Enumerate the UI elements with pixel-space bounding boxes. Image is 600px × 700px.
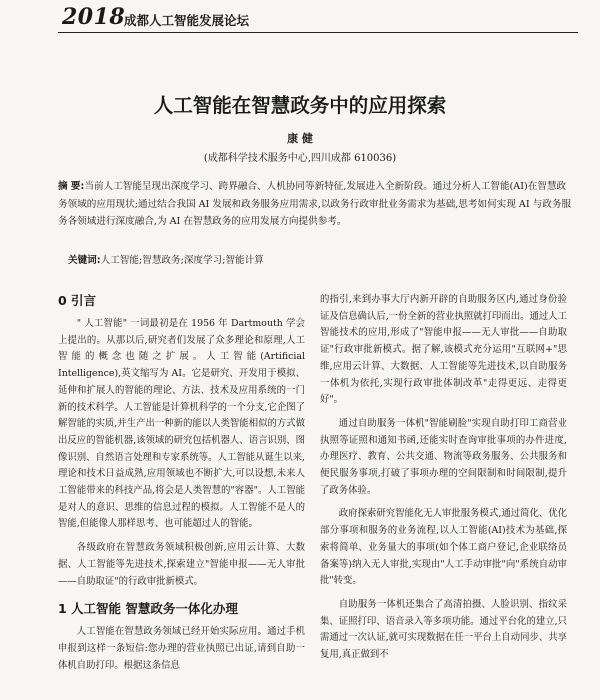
header-journal: 成都人工智能发展论坛 — [124, 13, 250, 28]
section-heading-1: 1 人工智能 智慧政务一体化办理 — [58, 601, 238, 617]
abstract — [58, 178, 574, 231]
right-paragraph-1: 的指引,来到办事大厅内新开辟的自助服务区内,通过身份验证及信息确认后,一份全新的营业执照就打印而出。通过人工智能技术的应用,形成了"智能申报——无人审批——自助取证"行政审批新模式。据了解,该模式充分运用"互联网+"思维,应用云计算、大数据、人工智能等先进技术,以自助服务一体机为依托,实现行政审批体制改革"走得更远、走得更好"。 — [320, 294, 567, 406]
intro-paragraph-1: " 人工智能" 一词最初是在 1956 年 Dartmouth 学会上提出的。从那以后,研究者们发展了众多理论和原理,人工智能的概念也随之扩展。人工智能(Artificial Intelligence),英文缩写为 AI。它是研究、开发用于模拟、延伸和扩展人的智能的理论、方法、技术及应用系统的一门新的技术科学。人工智能是计算机科学的一个分支,它企图了解智能的实质,并生产出一种新的能以人类智能相似的方式做出反应的智能机器,该领域的研究包括机器人、语言识别、图像识别、自然语言处理和专家系统等。人工智能从诞生以来,理论和技术日益成熟,应用领域也不断扩大,可以设想,未来人工智能带来的科技产品,将会是人类智慧的"容器"。人工智能是对人的意识、思维的信息过程的模拟。人工智能不是人的智能,但能像人那样思考、也可能超过人的智能。 — [58, 318, 305, 530]
keywords-text: 人工智能;智慧政务;深度学习;智能计算 — [100, 255, 264, 266]
author-affiliation: (成都科学技术服务中心,四川成都 610036) — [203, 153, 397, 164]
section1-paragraph-1: 人工智能在智慧政务领域已经开始实际应用。通过手机申报到这样一条短信:您办理的营业执照已出证,请到自助一体机自助打印。根据这条信息 — [58, 626, 305, 671]
right-paragraph-3: 政府探索研究智能化无人审批服务模式,通过简化、优化部分事项和服务的业务流程,以人工智能(AI)技术为基础,探索将简单、业务量大的事项(如个体工商户登记,企业联络员备案等)纳入无人审批,实现由"人工手动审批"向"系统自动审批"转变。 — [320, 508, 567, 587]
intro-paragraph-2: 各级政府在智慧政务领域积极创新,应用云计算、大数据、人工智能等先进技术,探索建立"智能申报——无人审批——自助取证"的行政审批新模式。 — [58, 542, 305, 587]
abstract-text: 当前人工智能呈现出深度学习、跨界融合、人机协同等新特征,发展进入全新阶段。通过分析人工智能(AI)在智慧政务领域的应用现状;通过结合我国 AI 发展和政务服务应用需求,以政务行政审批业务需求为基础,思考如何实现 AI 与政务服务各领域进行深度融合,为 AI 在智慧政务的应用发展方向提供参考。 — [58, 181, 572, 227]
paper-title: 人工智能在智慧政务中的应用探索 — [153, 94, 447, 117]
keywords-label: 关键词: — [68, 255, 101, 266]
right-column — [320, 292, 567, 671]
header-year: 2018 — [62, 4, 126, 30]
author-name: 康 健 — [287, 132, 313, 145]
section-heading-intro: 0 引言 — [58, 293, 97, 308]
right-paragraph-2: 通过自助服务一体机"智能刷脸"实现自助打印工商营业执照等证照和通知书函,还能实时查询审批事项的办件进度,办理医疗、教育、公共交通、物流等政务服务、公共服务和便民服务事项,打破了事项办理的空间限制和时间限制,提升了政务体验。 — [320, 417, 567, 496]
running-header — [58, 4, 578, 33]
left-column — [58, 292, 305, 681]
abstract-label: 摘 要: — [58, 181, 85, 192]
keywords — [68, 252, 574, 266]
right-paragraph-4: 自助服务一体机还集合了高清拍摄、人脸识别、指纹采集、证照打印、语音录入等多项功能。通过平台化的建立,只需通过一次认证,就可实现数据在任一平台上自动同步、共享复用,真正做到不 — [320, 598, 567, 661]
